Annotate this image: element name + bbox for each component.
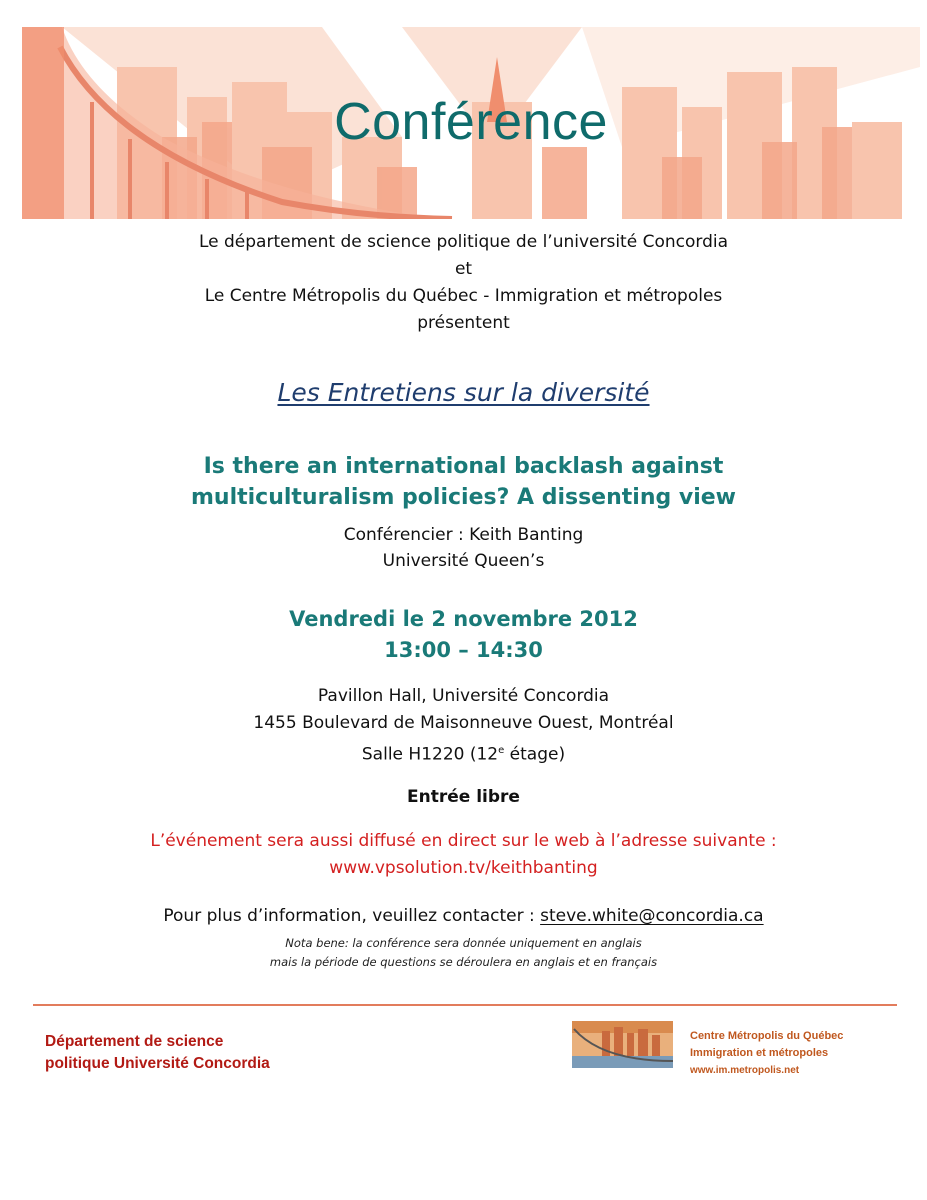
nota-bene-line2: mais la période de questions se déroulera en anglais et en français: [269, 955, 658, 969]
copresenter-line: Le Centre Métropolis du Québec - Immigration et métropoles: [204, 286, 723, 306]
venue-room: Salle H1220 (12e étage): [361, 744, 566, 765]
metropolis-logo: [572, 1021, 673, 1068]
event-time: 13:00 – 14:30: [384, 638, 543, 662]
webcast-link[interactable]: www.vpsolution.tv/keithbanting: [329, 858, 598, 878]
footer-metropolis-url[interactable]: www.im.metropolis.net: [690, 1065, 800, 1076]
contact-text: Pour plus d’information, veuillez contacter :: [163, 906, 541, 926]
footer-department-line1: Département de science: [45, 1033, 224, 1050]
talk-title-line1: Is there an international backlash against: [203, 454, 724, 479]
talk-title: [0, 451, 927, 513]
venue-building: Pavillon Hall, Université Concordia: [317, 686, 610, 706]
speaker-name: Conférencier : Keith Banting: [343, 525, 584, 545]
conjunction: et: [454, 259, 473, 279]
event-date: Vendredi le 2 novembre 2012: [289, 607, 638, 631]
footer-department: [45, 1031, 270, 1075]
speaker-block: [0, 522, 927, 574]
webcast-text: L’événement sera aussi diffusé en direct sur le web à l’adresse suivante :: [150, 831, 777, 851]
footer-metropolis-line1: Centre Métropolis du Québec: [690, 1030, 844, 1042]
series-title-text: Les Entretiens sur la diversité: [277, 378, 650, 407]
presents-label: présentent: [417, 313, 510, 333]
footer-department-line2: politique Université Concordia: [45, 1055, 270, 1072]
venue-address: 1455 Boulevard de Maisonneuve Ouest, Montréal: [253, 713, 674, 733]
venue-block: [0, 683, 927, 769]
schedule: [0, 604, 927, 666]
nota-bene-line1: Nota bene: la conférence sera donnée uniquement en anglais: [285, 936, 642, 950]
contact-email-link[interactable]: steve.white@concordia.ca: [540, 906, 764, 926]
footer-metropolis: [690, 1028, 843, 1079]
speaker-affiliation: Université Queen’s: [382, 551, 545, 571]
footer-divider: [33, 1004, 897, 1006]
admission-label: Entrée libre: [407, 787, 520, 807]
talk-title-line2: multiculturalism policies? A dissenting view: [190, 485, 737, 510]
contact-line: [0, 906, 927, 926]
series-title: [0, 378, 927, 407]
footer-metropolis-line2: Immigration et métropoles: [690, 1047, 829, 1059]
banner-title: Conférence: [334, 93, 608, 151]
webcast-block: [0, 828, 927, 882]
presenter-line: Le département de science politique de l’université Concordia: [198, 232, 729, 252]
